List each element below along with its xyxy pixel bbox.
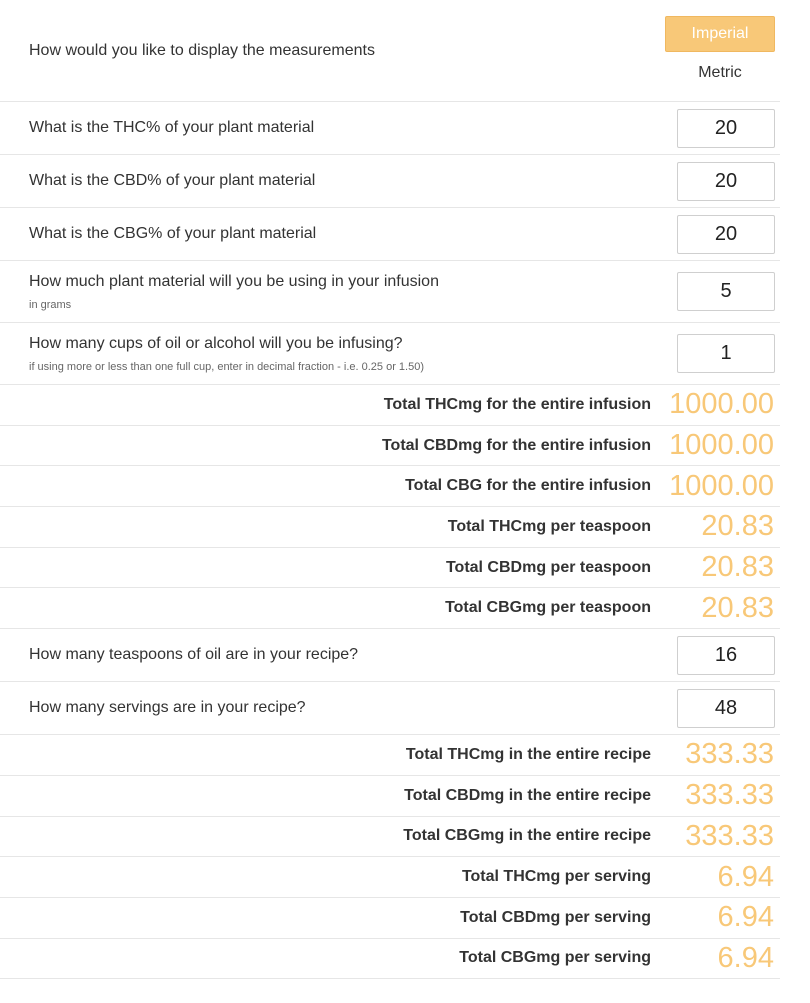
result-value: 333.33 [685, 819, 774, 852]
result-label: Total THCmg in the entire recipe [405, 745, 651, 763]
units-row [0, 0, 780, 102]
servings-row [0, 682, 780, 735]
metric-button[interactable]: Metric [698, 64, 742, 81]
cbd-percent-row [0, 155, 780, 208]
result-value: 20.83 [701, 551, 774, 584]
teaspoons-question: How many teaspoons of oil are in your recipe? [29, 646, 359, 664]
question-wrap [0, 335, 677, 373]
result-row [0, 776, 780, 817]
thc-percent-question: What is the THC% of your plant material [29, 119, 315, 136]
question-wrap [0, 273, 677, 311]
plant-material-hint: in grams [29, 298, 72, 311]
question-wrap [0, 119, 677, 137]
result-label: Total CBDmg per serving [460, 908, 651, 926]
units-question-wrap [0, 42, 665, 60]
result-label: Total THCmg for the entire infusion [383, 395, 651, 413]
cbd-percent-input[interactable] [677, 162, 775, 201]
question-wrap [0, 646, 677, 664]
result-row [0, 735, 780, 776]
result-row [0, 385, 780, 426]
result-value: 6.94 [717, 860, 774, 893]
result-label: Total THCmg per serving [461, 868, 651, 886]
result-label: Total CBGmg per teaspoon [445, 599, 651, 617]
question-wrap [0, 172, 677, 190]
result-label: Total CBGmg in the entire recipe [403, 827, 651, 845]
result-row [0, 507, 780, 548]
oil-cups-input[interactable] [677, 334, 775, 373]
result-value: 6.94 [717, 901, 774, 934]
cbg-percent-input[interactable] [677, 215, 775, 254]
result-row [0, 898, 780, 939]
result-value: 6.94 [717, 941, 774, 974]
result-value: 1000.00 [669, 469, 774, 502]
result-value: 333.33 [685, 779, 774, 812]
servings-question: How many servings are in your recipe? [29, 699, 306, 717]
teaspoons-input[interactable] [677, 636, 775, 675]
result-label: Total CBDmg for the entire infusion [381, 436, 651, 454]
result-value: 20.83 [701, 510, 774, 543]
result-value: 1000.00 [669, 388, 774, 421]
result-row [0, 588, 780, 629]
result-row [0, 857, 780, 898]
units-question: How would you like to display the measurements [29, 41, 375, 59]
plant-material-question: How much plant material will you be using in your infusion [29, 272, 439, 290]
teaspoons-row [0, 629, 780, 682]
thc-percent-input[interactable] [677, 109, 775, 148]
question-wrap [0, 225, 677, 243]
result-row [0, 466, 780, 507]
question-wrap [0, 699, 677, 717]
thc-percent-row [0, 102, 780, 155]
plant-material-input[interactable] [677, 272, 775, 311]
result-row [0, 939, 780, 980]
result-label: Total CBDmg per teaspoon [445, 558, 651, 576]
servings-input[interactable] [677, 689, 775, 728]
result-label: Total CBG for the entire infusion [405, 477, 651, 495]
imperial-button[interactable]: Imperial [665, 16, 775, 52]
oil-cups-question: How many cups of oil or alcohol will you be infusing? [29, 334, 403, 352]
result-value: 20.83 [701, 591, 774, 624]
result-row [0, 817, 780, 858]
cbg-percent-row [0, 208, 780, 261]
oil-cups-hint: if using more or less than one full cup, enter in decimal fraction - i.e. 0.25 or 1.50) [29, 360, 424, 373]
plant-material-row [0, 261, 780, 323]
result-label: Total THCmg per teaspoon [447, 517, 651, 535]
result-row [0, 548, 780, 589]
result-row [0, 426, 780, 467]
result-value: 333.33 [685, 738, 774, 771]
result-label: Total CBDmg in the entire recipe [404, 786, 651, 804]
cbd-percent-question: What is the CBD% of your plant material [29, 172, 316, 189]
cbg-percent-question: What is the CBG% of your plant material [29, 225, 317, 242]
result-value: 1000.00 [669, 429, 774, 462]
oil-cups-row [0, 323, 780, 385]
result-label: Total CBGmg per serving [459, 949, 651, 967]
unit-toggle [665, 16, 775, 85]
